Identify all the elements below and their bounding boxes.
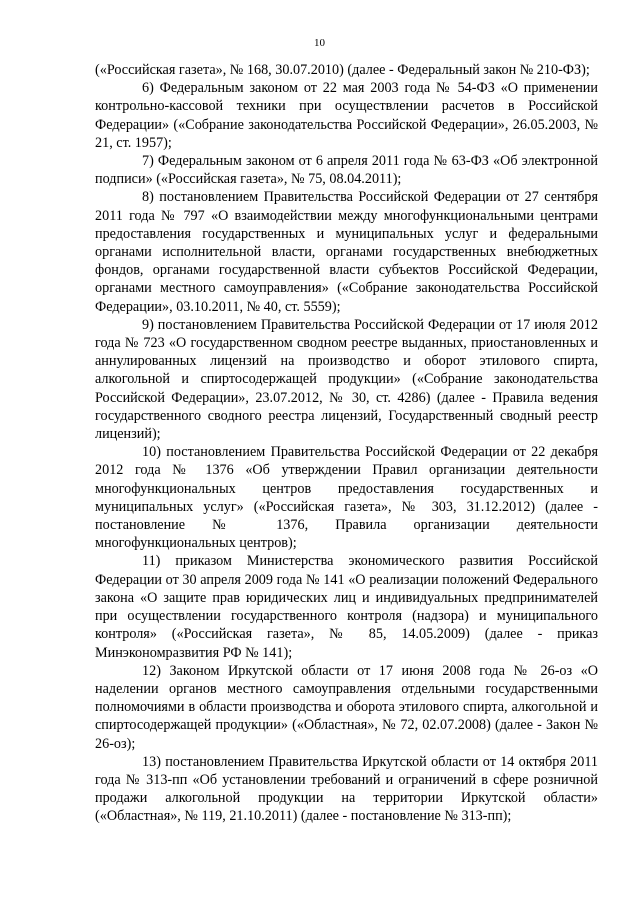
list-item-13: 13) постановлением Правительства Иркутской области от 14 октября 2011 года № 313-пп «Об установлении требований и ограничений в сфере розничной продажи алкогольной продукции на территории Иркутской области» («Областная», № 119, 21.10.2011) (далее - постановление № 313-пп);: [95, 753, 598, 825]
list-item-10: 10) постановлением Правительства Российской Федерации от 22 декабря 2012 года № 1376 «Об утверждении Правил организации деятельности многофункциональных центров предоставления государственных и муниципальных услуг» («Российская газета», № 303, 31.12.2012) (далее - постановление № 1376, Правила организации деятельности многофункциональных центров);: [95, 444, 598, 552]
list-item-6: 6) Федеральным законом от 22 мая 2003 года № 54-ФЗ «О применении контрольно-кассовой техники при осуществлении расчетов в Российской Федерации» («Собрание законодательства Российской Федерации», 26.05.2003, № 21, ст. 1957);: [95, 80, 598, 151]
list-item-12: 12) Законом Иркутской области от 17 июня 2008 года № 26-оз «О наделении органов местного самоуправления отдельными государственными полномочиями в области производства и оборота этилового спирта, алкогольной и спиртосодержащей продукции» («Областная», № 72, 02.07.2008) (далее - Закон № 26-оз);: [95, 662, 598, 752]
document-body: [95, 61, 598, 826]
list-item-11: 11) приказом Министерства экономического развития Российской Федерации от 30 апреля 2009 года № 141 «О реализации положений Федерального закона «О защите прав юридических лиц и индивидуальных предпринимателей при осуществлении государственного контроля (надзора) и муниципального контроля» («Российская газета», № 85, 14.05.2009) (далее - приказ Минэкономразвития РФ № 141);: [95, 553, 598, 661]
list-item-9: 9) постановлением Правительства Российской Федерации от 17 июля 2012 года № 723 «О государственном сводном реестре выданных, приостановленных и аннулированных лицензий на производство и оборот этилового спирта, алкогольной и спиртосодержащей продукции» («Собрание законодательства Российской Федерации», 23.07.2012, № 30, ст. 4286) (далее - Правила ведения государственного сводного реестра лицензий, Государственный сводный реестр лицензий);: [95, 316, 598, 443]
page-number: 10: [314, 37, 325, 49]
list-item-7: 7) Федеральным законом от 6 апреля 2011 года № 63-ФЗ «Об электронной подписи» («Российская газета», № 75, 08.04.2011);: [95, 153, 598, 188]
list-item-8: 8) постановлением Правительства Российской Федерации от 27 сентября 2011 года № 797 «О взаимодействии между многофункциональными центрами предоставления государственных и муниципальных услуг и федеральными органами исполнительной власти, органами государственных внебюджетных фондов, органами государственной власти субъектов Российской Федерации, органами местного самоуправления» («Собрание законодательства Российской Федерации», 03.10.2011, № 40, ст. 5559);: [95, 189, 598, 315]
paragraph-continuation: («Российская газета», № 168, 30.07.2010) (далее - Федеральный закон № 210-ФЗ);: [95, 62, 590, 78]
